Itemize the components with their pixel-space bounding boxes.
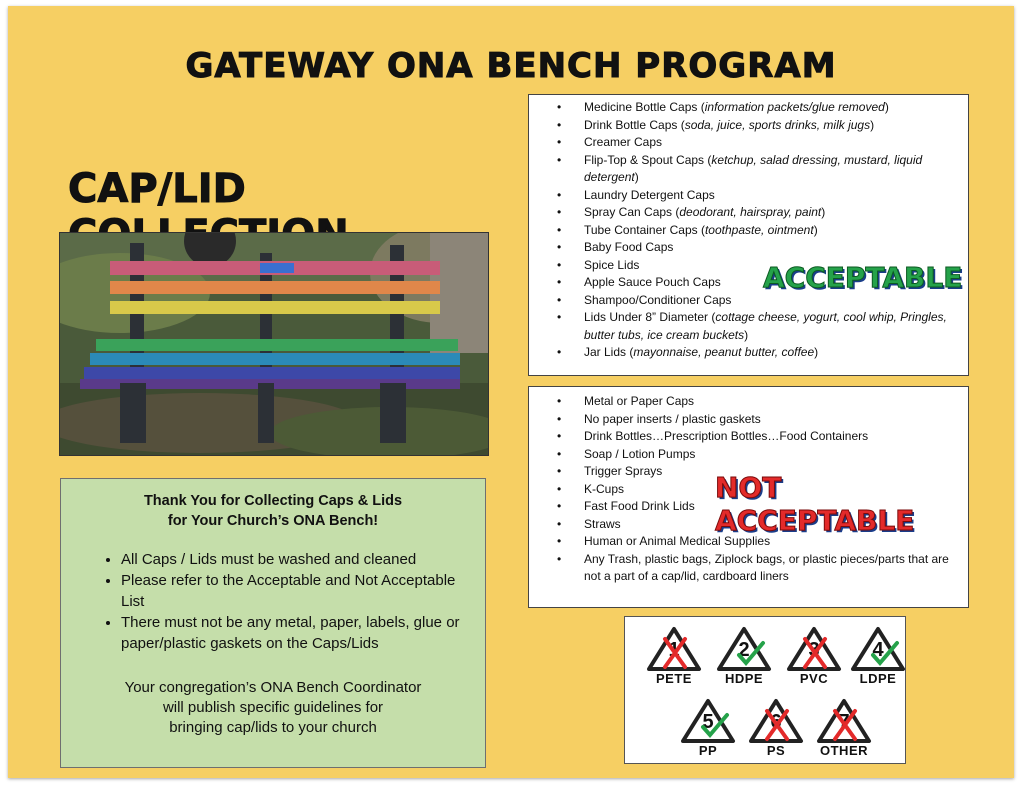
acceptable-item-label: Shampoo/Conditioner Caps bbox=[584, 292, 732, 307]
recycle-code-number: 6 bbox=[770, 711, 782, 733]
recycle-code-6 bbox=[745, 697, 807, 759]
acceptable-item bbox=[529, 239, 968, 257]
not-acceptable-item: • Straws bbox=[529, 516, 968, 534]
recycle-code-label: PP bbox=[698, 743, 718, 758]
acceptable-item-examples: toothpaste, ointment bbox=[704, 222, 814, 237]
acceptable-item bbox=[529, 292, 968, 310]
acceptable-item-close: ) bbox=[814, 345, 819, 359]
acceptable-item-label: Drink Bottle Caps ( bbox=[584, 117, 685, 132]
recycle-code-number: 5 bbox=[702, 711, 714, 733]
guideline-list bbox=[61, 549, 485, 654]
acceptable-item-close: ) bbox=[884, 100, 889, 114]
acceptable-item-label: Creamer Caps bbox=[584, 135, 663, 149]
list-item: • Please refer to the Acceptable and Not Acceptable List bbox=[121, 570, 471, 612]
acceptable-item-examples: deodorant, hairspray, paint bbox=[679, 205, 822, 219]
red-x-icon bbox=[643, 625, 705, 673]
acceptable-item-examples: information packets/glue removed bbox=[704, 100, 885, 114]
thank-you-panel bbox=[60, 478, 486, 768]
red-x-icon bbox=[813, 697, 875, 745]
recycle-code-label: PVC bbox=[799, 671, 829, 686]
collection-heading: CAP/LID bbox=[68, 166, 246, 212]
acceptable-item-label: Apple Sauce Pouch Caps bbox=[584, 275, 721, 289]
not-acceptable-item: • Human or Animal Medical Supplies bbox=[529, 533, 968, 551]
recycling-codes-panel bbox=[624, 616, 906, 764]
green-check-icon bbox=[847, 625, 909, 673]
acceptable-item bbox=[529, 222, 968, 240]
red-x-icon bbox=[745, 697, 807, 745]
bench-photo bbox=[59, 232, 489, 456]
poster bbox=[8, 6, 1014, 778]
recycle-code-label: PETE bbox=[656, 671, 692, 686]
recycle-code-7 bbox=[813, 697, 875, 759]
acceptable-item-examples: soda, juice, sports drinks, milk jugs bbox=[684, 117, 871, 132]
acceptable-item-examples: ketchup, salad dressing, mustard, liquid detergent bbox=[584, 152, 923, 184]
acceptable-item-label: Tube Container Caps ( bbox=[584, 222, 705, 237]
not-acceptable-stamp: NOT ACCEPTABLE bbox=[715, 471, 915, 537]
acceptable-list-box bbox=[528, 94, 969, 376]
not-acceptable-item: • No paper inserts / plastic gaskets bbox=[529, 411, 968, 429]
recycle-code-5 bbox=[677, 697, 739, 759]
recycle-code-1 bbox=[643, 625, 705, 687]
acceptable-item-label: Flip-Top & Spout Caps ( bbox=[584, 152, 712, 167]
recycle-code-number: 4 bbox=[872, 639, 884, 661]
recycle-code-4 bbox=[847, 625, 909, 687]
acceptable-item-close: ) bbox=[744, 327, 749, 342]
thank-you-heading bbox=[61, 491, 485, 531]
acceptable-item bbox=[529, 344, 968, 362]
acceptable-item-label: Jar Lids ( bbox=[584, 345, 634, 359]
acceptable-item-close: ) bbox=[813, 222, 818, 237]
acceptable-list bbox=[529, 99, 968, 362]
acceptable-item bbox=[529, 187, 968, 205]
acceptable-item bbox=[529, 117, 968, 135]
recycle-code-2 bbox=[713, 625, 775, 687]
not-acceptable-item: • Any Trash, plastic bags, Ziplock bags, or plastic pieces/parts that are not a part of a cap/lid, cardboard liners bbox=[529, 551, 968, 586]
recycle-code-label: LDPE bbox=[859, 671, 897, 686]
recycle-code-3 bbox=[783, 625, 845, 687]
recycle-code-label: PS bbox=[766, 743, 786, 758]
acceptable-item-label: Baby Food Caps bbox=[584, 240, 674, 254]
not-acceptable-item: • Drink Bottles…Prescription Bottles…Food Containers bbox=[529, 428, 968, 446]
acceptable-stamp: ACCEPTABLE bbox=[763, 261, 963, 294]
not-acceptable-item: • Trigger Sprays bbox=[529, 463, 968, 481]
coordinator-note-line-1: Your congregation’s ONA Bench Coordinator bbox=[124, 679, 422, 696]
recycle-code-label: OTHER bbox=[820, 743, 868, 758]
list-item: • There must not be any metal, paper, labels, glue or paper/plastic gaskets on the Caps/Lids bbox=[121, 612, 471, 654]
acceptable-item-label: Laundry Detergent Caps bbox=[584, 187, 715, 202]
coordinator-note-line-3: bringing cap/lids to your church bbox=[169, 719, 377, 736]
recycle-code-number: 3 bbox=[808, 639, 820, 661]
acceptable-item bbox=[529, 99, 968, 117]
acceptable-item-label: Spray Can Caps ( bbox=[584, 205, 680, 219]
not-acceptable-item: • Metal or Paper Caps bbox=[529, 393, 968, 411]
thank-you-heading-line-2: for Your Church’s ONA Bench! bbox=[167, 513, 379, 529]
acceptable-item-close: ) bbox=[821, 205, 826, 219]
list-item: • All Caps / Lids must be washed and cleaned bbox=[121, 549, 471, 570]
recycle-code-label: HDPE bbox=[724, 671, 764, 686]
acceptable-item-label: Spice Lids bbox=[584, 257, 640, 272]
acceptable-item bbox=[529, 152, 968, 187]
acceptable-item-close: ) bbox=[634, 170, 639, 184]
thank-you-heading-line-1: Thank You for Collecting Caps & Lids bbox=[143, 493, 403, 509]
acceptable-item-label: Medicine Bottle Caps ( bbox=[584, 100, 705, 114]
acceptable-item bbox=[529, 134, 968, 152]
not-acceptable-list-box bbox=[528, 386, 969, 608]
page-title: GATEWAY ONA BENCH PROGRAM bbox=[185, 46, 837, 86]
acceptable-item-label: Lids Under 8” Diameter ( bbox=[584, 310, 716, 324]
recycle-code-number: 2 bbox=[738, 639, 750, 661]
acceptable-item bbox=[529, 204, 968, 222]
coordinator-note bbox=[61, 678, 485, 738]
green-check-icon bbox=[713, 625, 775, 673]
coordinator-note-line-2: will publish specific guidelines for bbox=[162, 699, 384, 716]
recycle-code-number: 1 bbox=[668, 639, 680, 661]
acceptable-item-close: ) bbox=[870, 117, 875, 132]
green-check-icon bbox=[677, 697, 739, 745]
acceptable-item bbox=[529, 309, 968, 344]
not-acceptable-item: • K-Cups bbox=[529, 481, 968, 499]
recycle-code-number: 7 bbox=[838, 711, 850, 733]
acceptable-item-examples: mayonnaise, peanut butter, coffee bbox=[633, 345, 815, 359]
red-x-icon bbox=[783, 625, 845, 673]
not-acceptable-item: • Soap / Lotion Pumps bbox=[529, 446, 968, 464]
acceptable-item-examples: cottage cheese, yogurt, cool whip, Pringles, butter tubs, ice cream buckets bbox=[584, 310, 947, 342]
not-acceptable-item: • Fast Food Drink Lids bbox=[529, 498, 968, 516]
